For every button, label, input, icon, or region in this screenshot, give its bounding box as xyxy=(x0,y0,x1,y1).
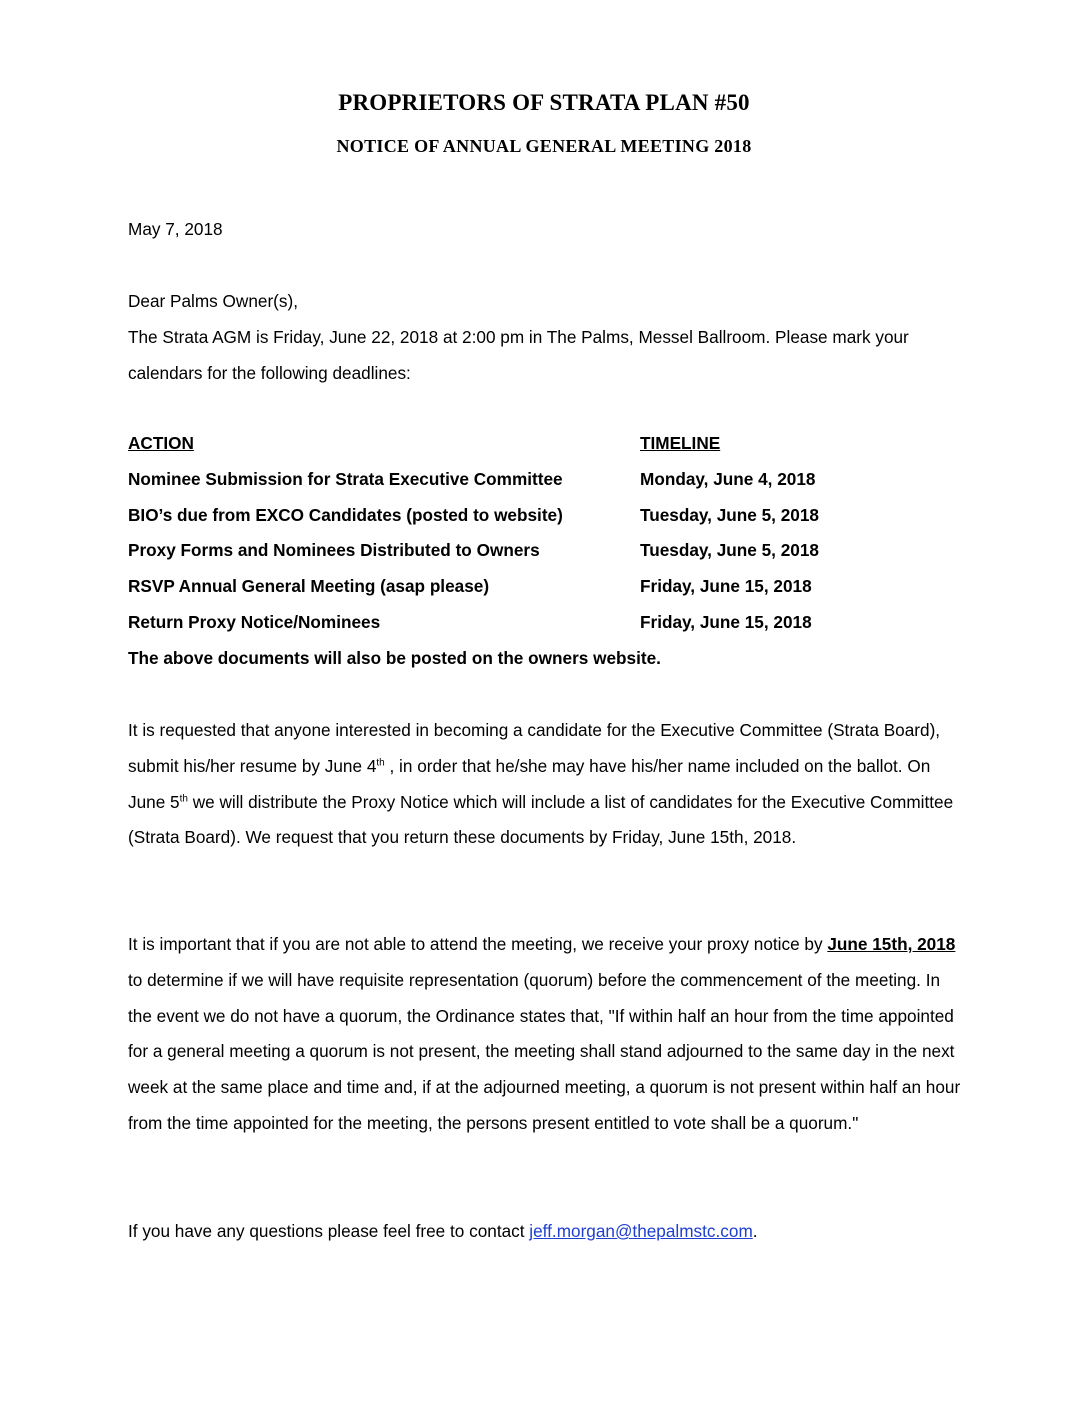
schedule-row xyxy=(128,462,968,498)
schedule-action: RSVP Annual General Meeting (asap please) xyxy=(128,576,490,597)
quorum-paragraph xyxy=(128,927,968,1142)
schedule-timeline: Tuesday, June 5, 2018 xyxy=(640,504,819,525)
candidate-paragraph xyxy=(128,713,968,856)
schedule-row xyxy=(128,533,968,569)
schedule-action: Proxy Forms and Nominees Distributed to Owners xyxy=(128,540,540,561)
document-title: PROPRIETORS OF STRATA PLAN #50 xyxy=(338,90,750,115)
schedule-timeline: Monday, June 4, 2018 xyxy=(640,468,816,489)
letter-date: May 7, 2018 xyxy=(128,219,223,239)
schedule-action: BIO’s due from EXCO Candidates (posted to website) xyxy=(128,504,563,525)
contact-suffix: . xyxy=(752,1221,758,1241)
schedule-header-row xyxy=(128,426,968,462)
schedule-action: Return Proxy Notice/Nominees xyxy=(128,611,381,632)
quorum-text-part1: It is important that if you are not able to attend the meeting, we receive your proxy notice by xyxy=(128,934,828,954)
schedule-action: Nominee Submission for Strata Executive Committee xyxy=(128,468,563,489)
contact-line xyxy=(128,1214,968,1250)
document-subtitle: NOTICE OF ANNUAL GENERAL MEETING 2018 xyxy=(336,136,752,156)
action-column-header: ACTION xyxy=(128,433,194,453)
candidate-text-part2: , in order that he/she may have his/her name included on the ballot. On June 5 xyxy=(128,755,931,812)
letter-intro: The Strata AGM is Friday, June 22, 2018 at 2:00 pm in The Palms, Messel Ballroom. Please mark your calendars for the following deadlines: xyxy=(128,327,909,383)
schedule-row xyxy=(128,569,968,605)
candidate-text-part1: It is requested that anyone interested in becoming a candidate for the Executive Committee (Strata Board), submit his/her resume by June 4 xyxy=(128,720,941,776)
ordinal-suffix: th xyxy=(179,792,188,804)
timeline-column-header: TIMELINE xyxy=(640,433,721,453)
schedule-timeline: Tuesday, June 5, 2018 xyxy=(640,540,819,561)
schedule-timeline: Friday, June 15, 2018 xyxy=(640,611,812,632)
proxy-deadline-emphasis: June 15th, 2018 xyxy=(827,934,956,954)
contact-text: If you have any questions please feel free to contact xyxy=(128,1221,530,1241)
deadline-schedule xyxy=(128,426,968,677)
ordinal-suffix: th xyxy=(376,757,385,769)
schedule-row xyxy=(128,605,968,641)
contact-email-link[interactable]: jeff.morgan@thepalmstc.com xyxy=(529,1221,753,1241)
schedule-timeline: Friday, June 15, 2018 xyxy=(640,576,812,597)
schedule-row xyxy=(128,498,968,534)
letter-greeting: Dear Palms Owner(s), xyxy=(128,291,298,311)
candidate-text-part3: we will distribute the Proxy Notice which will include a list of candidates for the Executive Committee (Strata Board). We request that you return these documents by Friday, June 15th, 2018. xyxy=(128,791,954,848)
schedule-note: The above documents will also be posted on the owners website. xyxy=(128,647,661,668)
quorum-text-part2: to determine if we will have requisite representation (quorum) before the commencement of the meeting. In the event we do not have a quorum, the Ordinance states that, "If within half an hour from the time appointed for a general meeting a quorum is not present, the meeting shall stand adjourned to the same day in the next week at the same place and time and, if at the adjourned meeting, a quorum is not present within half an hour from the time appointed for the meeting, the persons present entitled to vote shall be a quorum." xyxy=(128,969,961,1133)
